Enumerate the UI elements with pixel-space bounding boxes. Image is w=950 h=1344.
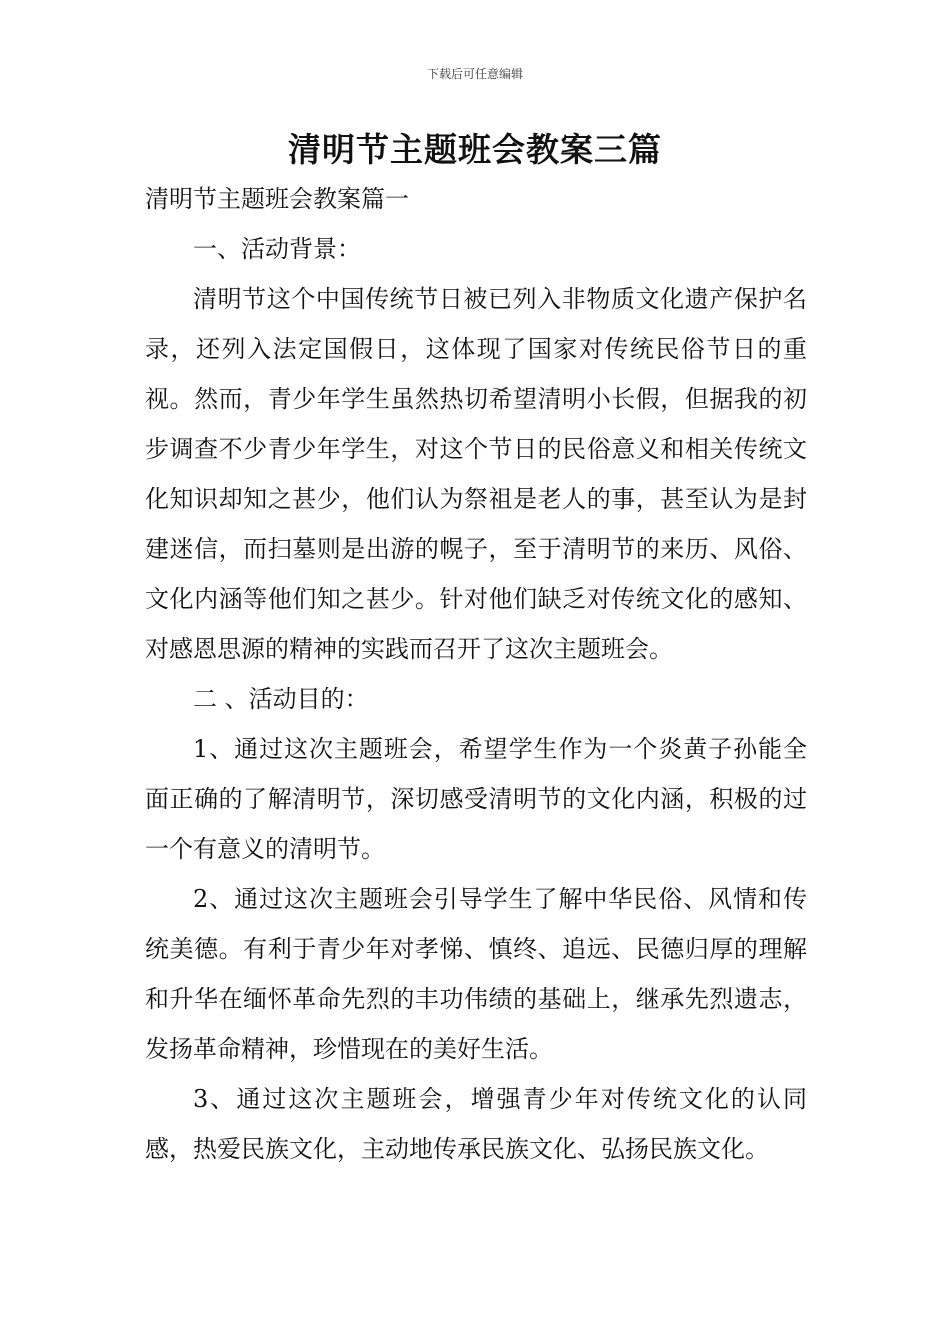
section-title: 清明节主题班会教案篇一	[145, 185, 409, 213]
header-note: 下载后可任意编辑	[426, 67, 523, 81]
heading-goals: 二 、活动目的：	[193, 685, 369, 713]
goal-1: 1、通过这次主题班会，希望学生作为一个炎黄子孙能全面正确的了解清明节，深切感受清明节的文化内涵，积极的过一个有意义的清明节。	[145, 735, 807, 863]
goal-3: 3、通过这次主题班会，增强青少年对传统文化的认同感，热爱民族文化，主动地传承民族文化、弘扬民族文化。	[145, 1085, 807, 1163]
heading-background: 一、活动背景：	[193, 235, 361, 263]
document-title: 清明节主题班会教案三篇	[288, 130, 662, 169]
goal-2: 2、通过这次主题班会引导学生了解中华民俗、风情和传统美德。有利于青少年对孝悌、慎终、追远、民德归厚的理解和升华在缅怀革命先烈的丰功伟绩的基础上，继承先烈遗志，发扬革命精神，珍惜现在的美好生活。	[145, 885, 807, 1063]
document-body	[145, 174, 807, 1174]
paragraph-background: 清明节这个中国传统节日被已列入非物质文化遗产保护名录，还列入法定国假日，这体现了国家对传统民俗节日的重视。然而，青少年学生虽然热切希望清明小长假，但据我的初步调查不少青少年学生，对这个节日的民俗意义和相关传统文化知识却知之甚少，他们认为祭祖是老人的事，甚至认为是封建迷信，而扫墓则是出游的幌子，至于清明节的来历、风俗、文化内涵等他们知之甚少。针对他们缺乏对传统文化的感知、对感恩思源的精神的实践而召开了这次主题班会。	[145, 285, 807, 663]
